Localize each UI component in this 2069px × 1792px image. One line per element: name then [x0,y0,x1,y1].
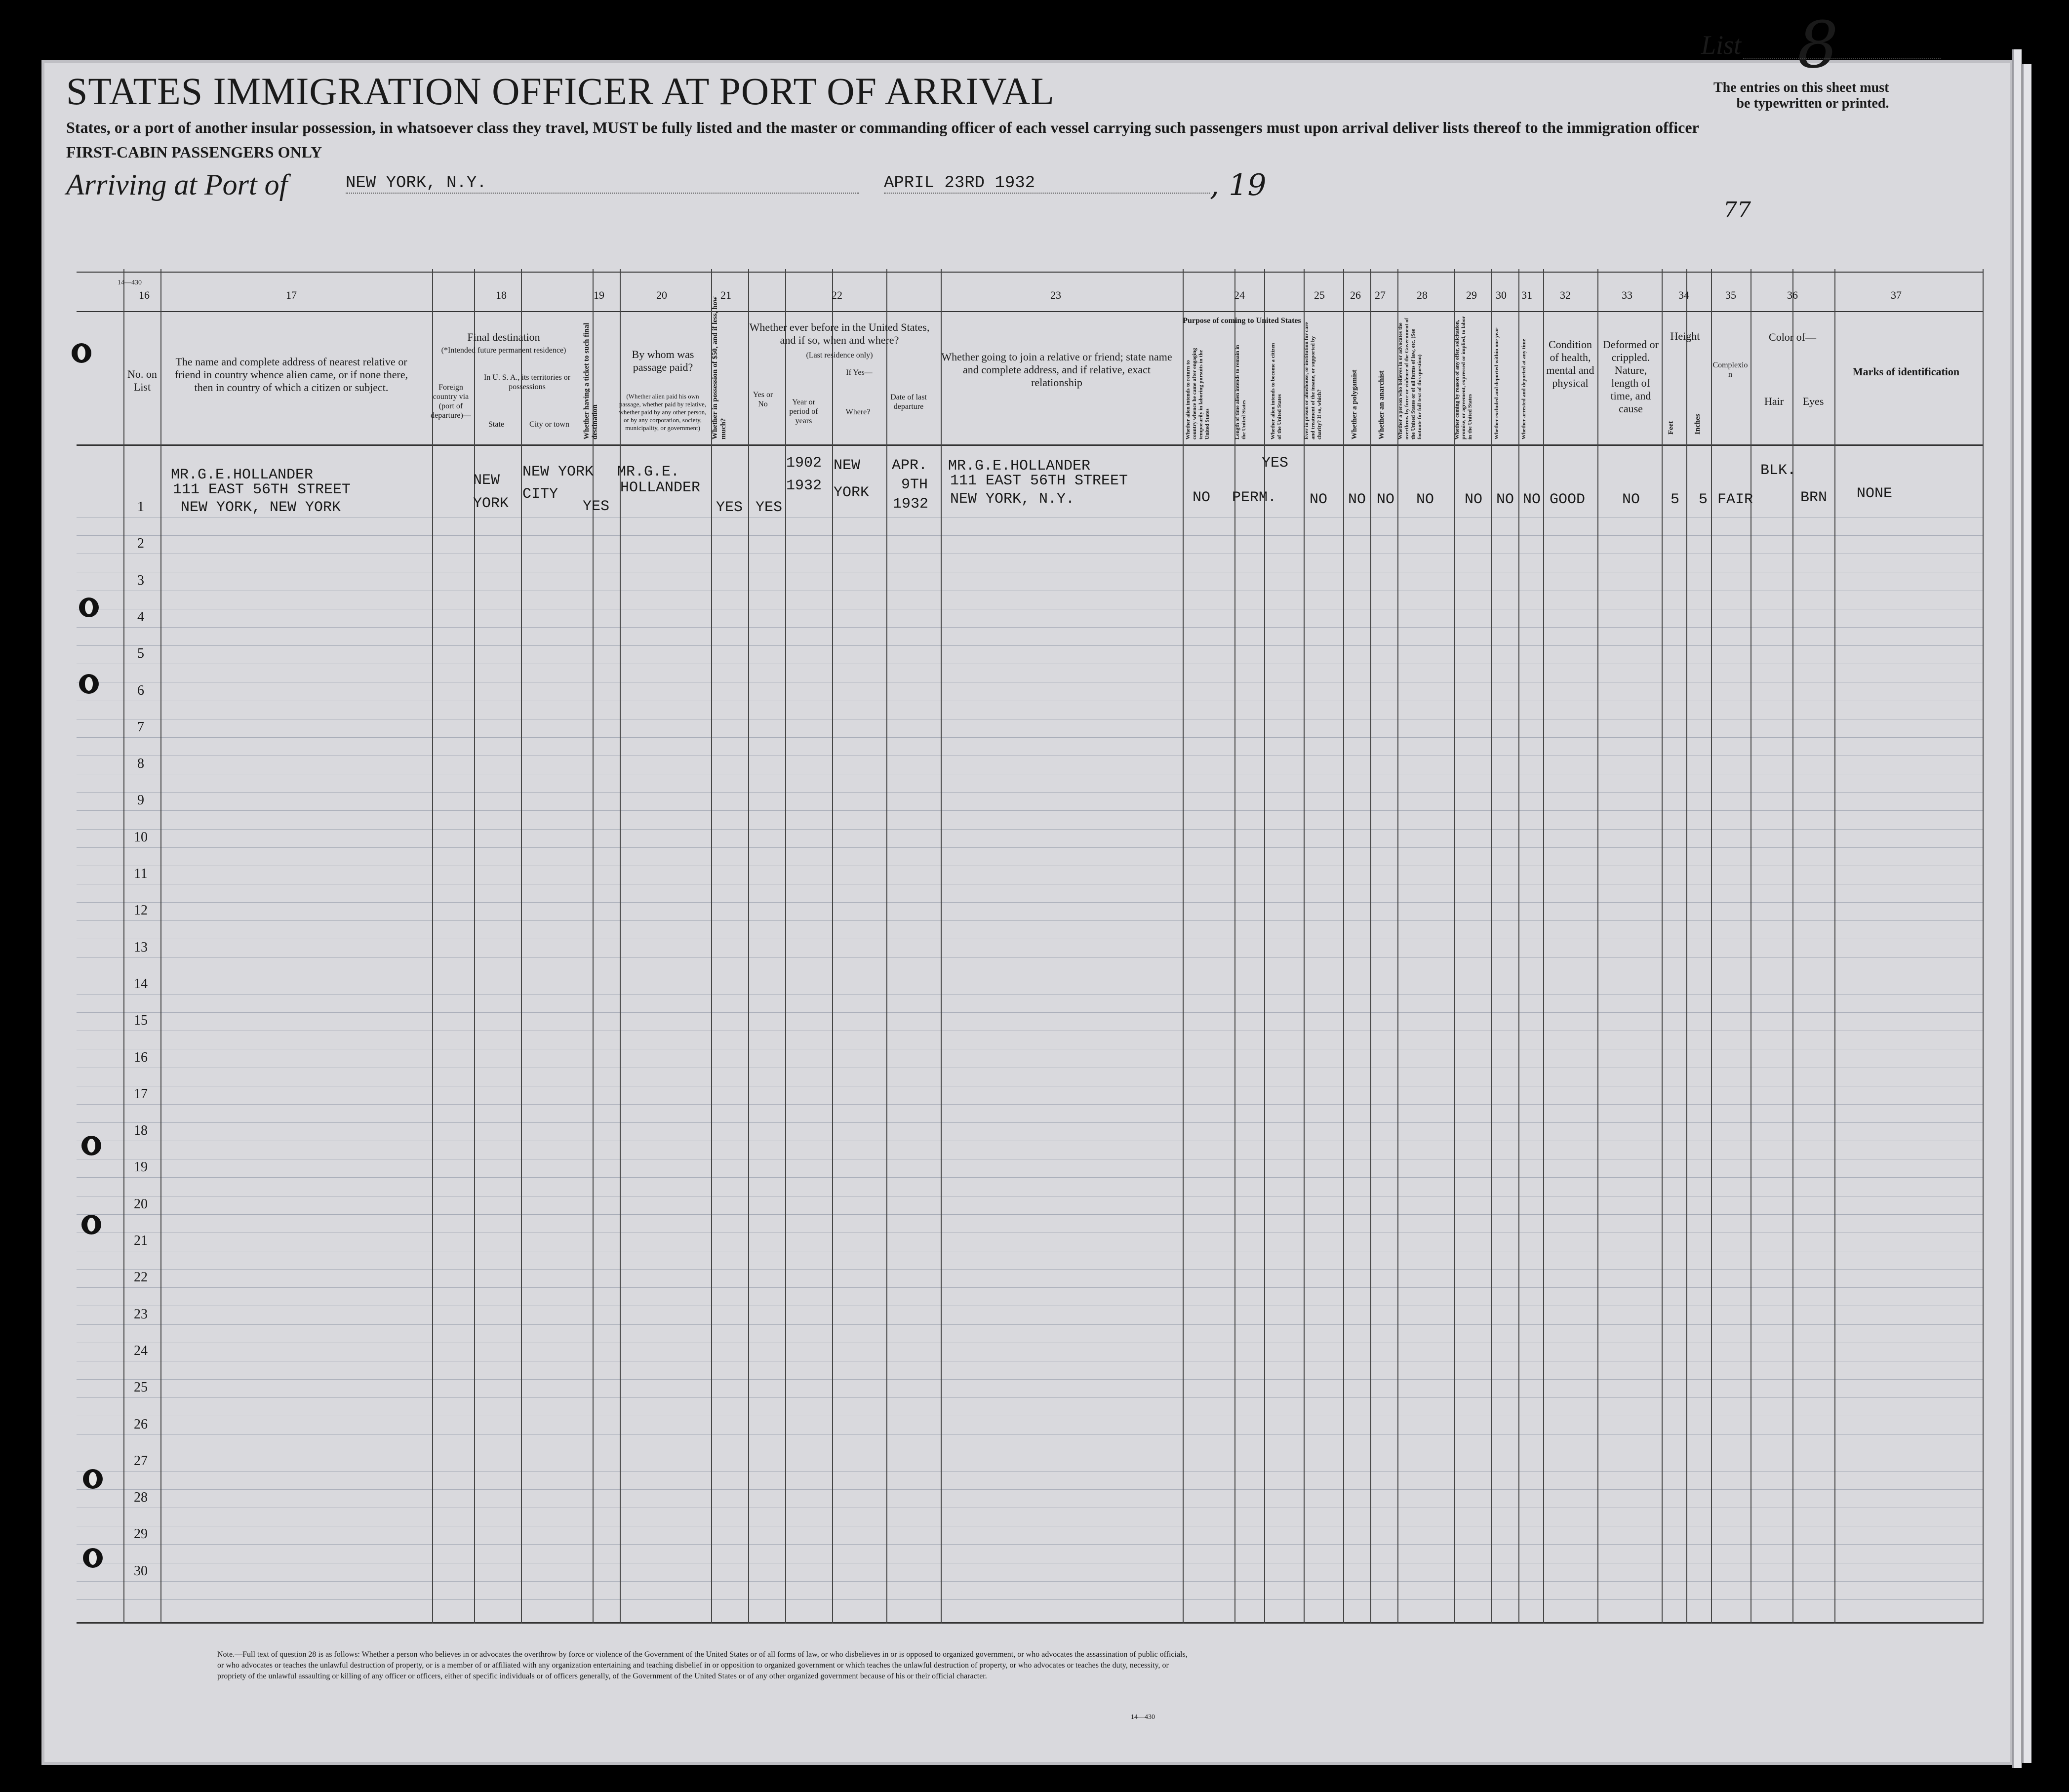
row-number: 22 [134,1270,148,1285]
entry-years-1: 1902 [786,455,822,472]
row-rule [77,1122,1983,1123]
header-prison: Ever in prison or almshouse, or institution for care and treatment of the insane, or supported by charity? If so, which? [1304,322,1322,439]
header-overthrow: Whether a person who believes in or advocates the overthrow by force or violence of the Government of the United States or of all forms of law, etc. (See footnote for full text of this question) [1397,318,1423,439]
row-rule [77,1471,1983,1472]
column-number: 36 [1787,289,1798,301]
row-number: 11 [134,866,148,881]
entry-prison: NO [1310,491,1328,508]
row-rule [77,1397,1983,1398]
header-no-on-list: No. on List [127,368,157,393]
entry-ticket: YES [583,498,610,515]
header-contract-labor: Whether coming by reason of any offer, solicitation, promise, or agreement, expressed or implied, to labor in the United States [1454,316,1473,439]
header-nearest-relative: The name and complete address of nearest relative or friend in country whence alien came, or if none there, then in country of which a citizen or subject. [174,356,408,394]
column-line [1234,269,1235,1624]
entry-purpose-length: PERM. [1232,489,1277,506]
header-passage-paid-note: (Whether alien paid his own passage, whether paid by relative, whether paid by any other person, or by any corporation, society, municipality, or government) [619,393,707,432]
header-state: State [488,420,504,429]
row-rule [77,1544,1983,1545]
row-number: 6 [137,682,144,698]
column-line [1370,269,1371,1624]
row-number: 16 [134,1049,148,1065]
row-number: 21 [134,1233,148,1248]
arriving-label: Arriving at Port of [66,168,288,201]
footnote-form-number: 14—430 [1131,1713,1155,1721]
row-rule [77,1379,1983,1380]
row-number: 27 [134,1453,148,1469]
header-inches: Inches [1694,414,1702,435]
entry-paid-by-1: MR.G.E. [617,464,680,480]
column-number: 22 [832,289,842,301]
typewritten-note: The entries on this sheet must be typewritten or printed. [1713,80,1889,111]
header-eyes: Eyes [1802,395,1824,407]
entry-city-1: NEW YORK [522,464,594,480]
entry-where-1: NEW [834,457,861,474]
passenger-class: FIRST-CABIN PASSENGERS ONLY [66,143,322,161]
punch-hole [81,1136,101,1155]
entry-excluded: NO [1496,491,1514,508]
row-number: 30 [134,1563,148,1579]
header-anarchist: Whether an anarchist [1378,370,1386,439]
entry-arrested: NO [1523,491,1541,508]
entry-anarchist: NO [1377,491,1395,508]
column-line [886,269,887,1624]
punch-hole [83,1548,103,1568]
list-number: 8 [1797,7,1838,82]
column-line [1454,269,1455,1624]
entry-marks: NONE [1857,485,1893,502]
entry-polygamist: NO [1348,491,1366,508]
year-field: , 19 [1210,168,1267,202]
punch-hole [81,1215,101,1234]
row-number: 26 [134,1416,148,1432]
row-rule [77,1012,1983,1013]
entry-join-2: 111 EAST 56TH STREET [950,473,1128,489]
row-rule [77,1581,1983,1582]
row-number: 25 [134,1380,148,1395]
header-purpose-return: Whether alien intends to return to country whence he came after engaging temporarily in laboring pursuits in the United States [1185,348,1210,439]
column-line [1304,269,1305,1624]
row-number: 10 [134,829,148,845]
row-number: 4 [137,609,144,625]
entry-join-1: MR.G.E.HOLLANDER [948,458,1091,475]
handwritten-77: 77 [1723,198,1751,223]
row-rule [77,994,1983,995]
header-final-destination-note: (*Intended future permanent residence) [441,346,566,355]
page-edge [2012,49,2022,1768]
row-rule [77,1434,1983,1435]
entry-where-2: YORK [834,484,870,501]
entry-purpose-citizen: YES [1262,455,1289,472]
header-where: Where? [845,408,871,416]
header-bottom-border [77,444,1983,446]
header-join-relative: Whether going to join a relative or friend; state name and complete address, and if relative, exact relationship [941,351,1172,389]
header-polygamist: Whether a polygamist [1351,369,1358,439]
column-line [1662,269,1663,1624]
row-number: 20 [134,1196,148,1212]
row-rule [77,517,1983,518]
column-number: 25 [1314,289,1325,301]
column-number: 35 [1725,289,1736,301]
row-rule [77,957,1983,958]
row-number: 28 [134,1490,148,1506]
row-number: 2 [137,536,144,552]
row-number: 12 [134,903,148,918]
row-rule [77,792,1983,793]
punch-hole [72,343,91,363]
entry-money: YES [716,499,743,516]
table-bottom-border [77,1622,1983,1624]
row-rule [77,1287,1983,1288]
column-line [521,269,522,1624]
header-arrested: Whether arrested and deported at any time [1521,339,1527,439]
row-number: 5 [137,646,144,662]
page-edge [2022,64,2031,1763]
column-line [785,269,786,1624]
row-rule [77,920,1983,921]
header-purpose-length: Length of time alien intends to remain in the United States [1234,345,1247,439]
entry-relative-name: MR.G.E.HOLLANDER [171,467,314,483]
punch-hole [79,597,99,617]
column-number: 29 [1466,289,1477,301]
instructions-text: States, or a port of another insular possession, in whatsoever class they travel, MUST be fully listed and the master or commanding officer of each vessel carrying such passengers must upon arrival deliver lists thereof to the immigration officer [66,119,1699,136]
entry-paid-by-2: HOLLANDER [620,479,701,496]
column-line [1183,269,1184,1624]
row-rule [77,1104,1983,1105]
column-number: 17 [286,289,297,301]
row-rule [77,627,1983,628]
row-number: 19 [134,1159,148,1175]
header-yes-or-no: Yes or No [753,391,773,408]
column-line [1343,269,1344,1624]
row-rule [77,847,1983,848]
column-line [1597,269,1598,1624]
header-purpose-citizen: Whether alien intends to become a citizen of the United States [1270,343,1282,439]
row-rule [77,829,1983,830]
entry-relative-city: NEW YORK, NEW YORK [181,499,341,516]
entry-health: GOOD [1550,491,1586,508]
column-number: 37 [1891,289,1902,301]
header-city: City or town [529,420,569,429]
column-number: 30 [1496,289,1507,301]
row-number: 9 [137,793,144,808]
row-rule [77,645,1983,646]
header-passage-paid: By whom was passage paid? [632,348,694,373]
list-label: List [1701,30,1742,60]
row-rule [77,1324,1983,1325]
page-title: STATES IMMIGRATION OFFICER AT PORT OF ARRIVAL [66,70,1055,113]
row-number: 17 [134,1086,148,1102]
header-final-destination: Final destination [467,331,540,343]
column-number: 27 [1375,289,1386,301]
entry-inches: 5 [1699,491,1708,508]
column-number: 32 [1560,289,1571,301]
header-ticket: Whether having a ticket to such final destination [583,322,599,439]
column-number: 19 [594,289,604,301]
header-marks: Marks of identification [1852,365,1960,378]
row-number: 15 [134,1013,148,1029]
entry-join-3: NEW YORK, N.Y. [950,491,1075,508]
row-number: 1 [137,499,144,515]
header-feet: Feet [1667,421,1675,435]
header-hair: Hair [1764,395,1784,407]
row-rule [77,737,1983,738]
column-line [1834,269,1835,1624]
punch-hole [83,1469,103,1489]
entry-eyes: BRN [1800,489,1828,506]
header-fifty-dollars: Whether in possession of $50, and if less, how much? [711,296,727,439]
row-number: 13 [134,939,148,955]
header-ever-before: Whether ever before in the United States, and if so, when and where? [749,321,930,346]
header-complexion: Complexion [1712,361,1748,379]
port-field: NEW YORK, N.Y. [346,174,859,194]
header-date-departure: Date of last departure [890,393,927,411]
entry-before-yesno: YES [756,499,783,516]
entry-departure-1: APR. [892,457,928,474]
column-line [941,269,942,1624]
punch-hole [79,674,99,694]
column-number: 28 [1417,289,1428,301]
header-height: Height [1670,330,1700,342]
column-number-border [77,311,1983,312]
entry-years-2: 1932 [786,478,822,494]
row-rule [77,1489,1983,1490]
header-deformed: Deformed or crippled. Nature, length of time, and cause [1602,338,1659,415]
form-number: 14—430 [118,279,142,286]
column-line [1543,269,1544,1624]
row-number: 23 [134,1306,148,1322]
entry-deformed: NO [1622,491,1640,508]
header-top-border [77,272,1983,273]
column-number: 20 [656,289,667,301]
column-line [1983,269,1984,1624]
row-number: 14 [134,976,148,992]
entry-state-1: NEW [473,472,500,489]
entry-feet: 5 [1671,491,1680,508]
column-number: 18 [496,289,507,301]
header-year-period: Year or period of years [789,398,818,425]
column-number: 33 [1622,289,1632,301]
header-foreign-country: Foreign country via (port of departure)— [431,383,471,420]
header-if-yes: If Yes— [846,368,873,377]
row-rule [77,810,1983,811]
entry-contract-labor: NO [1465,491,1483,508]
entry-relative-street: 111 EAST 56TH STREET [173,481,351,498]
row-number: 29 [134,1526,148,1542]
header-color-of: Color of— [1769,331,1816,343]
row-number: 18 [134,1123,148,1139]
row-rule [77,1214,1983,1215]
column-line [748,269,749,1624]
column-line [1264,269,1265,1624]
column-line [832,269,833,1624]
row-rule [77,535,1983,536]
header-purpose: Purpose of coming to United States [1183,317,1301,325]
date-field: APRIL 23RD 1932 [884,174,1210,194]
row-rule [77,1269,1983,1270]
column-number: 16 [139,289,150,301]
footnote-question-28: Note.—Full text of question 28 is as follows: Whether a person who believes in or advocates the overthrow by force or violence of the Government of the United States or of all forms of law, or who disbelieves in or is opposed to organized government, or who advocates the assassination of public officials, or who advocates or teaches the unlawful destruction of property, or is a member of or affiliated with any organization entertaining and teaching disbelief in or opposition to organized government or which teaches the unlawful destruction of property, or who advocates or teaches the duty, necessity, or propriety of the unlawful assaulting or killing of any officer or officers, either of specific individuals or of officers generally, of the Government of the United States or of any other organized government because of his or their official character. [217,1650,1188,1680]
row-rule [77,1599,1983,1600]
column-number: 26 [1350,289,1361,301]
column-line [432,269,433,1624]
column-number: 31 [1521,289,1532,301]
entry-city-2: CITY [522,486,558,503]
row-rule [77,1177,1983,1178]
column-number: 34 [1678,289,1689,301]
header-in-usa: In U. S. A., its territories or possessions [483,373,571,391]
column-number: 23 [1050,289,1061,301]
column-line [1711,269,1712,1624]
column-line [1686,269,1687,1624]
row-number: 3 [137,572,144,588]
column-line [1397,269,1398,1624]
list-number-line [1743,58,1941,59]
column-line [1518,269,1519,1624]
header-excluded: Whether excluded and deported within one year [1494,327,1500,439]
row-number: 24 [134,1343,148,1358]
entry-departure-3: 1932 [893,496,929,513]
column-line [1491,269,1492,1624]
row-rule [77,902,1983,903]
header-last-residence: (Last residence only) [806,351,873,359]
column-line [711,269,712,1624]
entry-departure-2: 9TH [901,477,928,493]
entry-complexion: FAIR [1717,491,1753,508]
row-number: 8 [137,756,144,772]
entry-overthrow: NO [1416,491,1434,508]
column-number: 21 [720,289,731,301]
entry-purpose-return: NO [1193,489,1211,506]
entry-hair: BLK. [1760,462,1796,479]
entry-state-2: YORK [473,495,509,512]
column-number: 24 [1234,289,1245,301]
row-number: 7 [137,719,144,735]
header-health: Condition of health, mental and physical [1546,338,1594,389]
